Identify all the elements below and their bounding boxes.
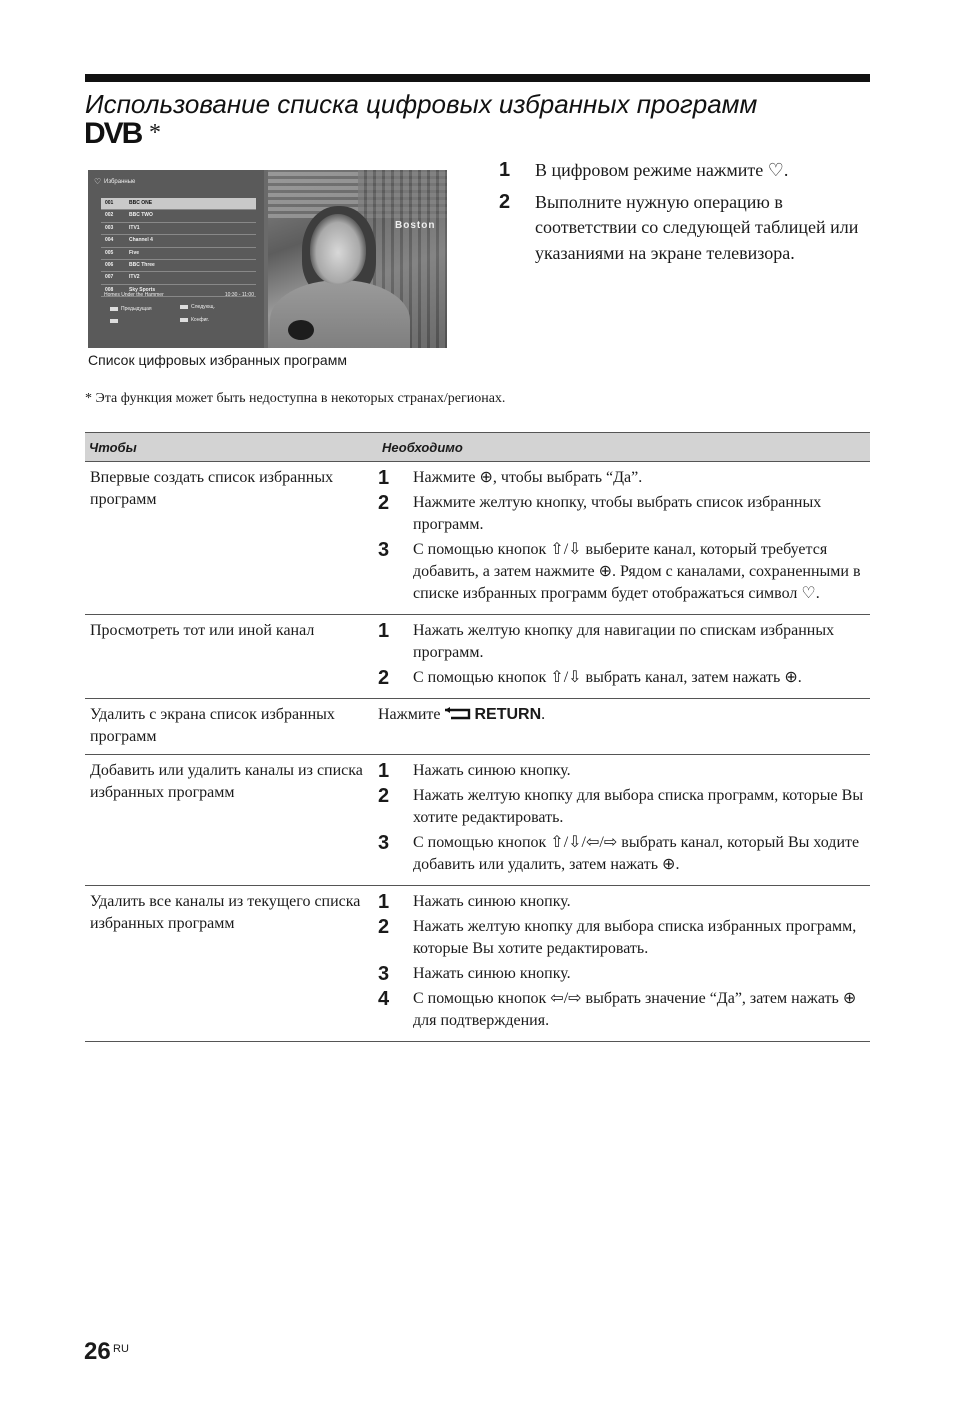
return-key-label: RETURN — [474, 706, 542, 723]
action-step — [378, 891, 870, 916]
goal-cell: Удалить все каналы из текущего списка избранных программ — [85, 886, 378, 1042]
return-icon — [443, 707, 471, 721]
footnote: * Эта функция может быть недоступна в некоторых странах/регионах. — [85, 391, 506, 406]
action-cell — [378, 886, 870, 1042]
channel-name: ITV1 — [129, 224, 140, 231]
header-action: Необходимо — [378, 433, 870, 462]
action-step-number: 3 — [378, 832, 390, 854]
prev-label: Предыдущая — [121, 306, 152, 312]
footnote-mark: * — [149, 120, 161, 146]
channel-row — [101, 260, 256, 272]
header-goal: Чтобы — [85, 433, 378, 462]
action-cell — [378, 699, 870, 755]
goal-cell: Просмотреть тот или иной канал — [85, 615, 378, 699]
action-step — [378, 539, 870, 608]
operations-table — [85, 432, 870, 1042]
channel-number: 008 — [105, 286, 114, 293]
action-step-text: Нажать синюю кнопку. — [413, 893, 571, 910]
step-number: 2 — [499, 190, 511, 213]
action-step-text: Нажать желтую кнопку для выбора списка избранных программ, которые Вы хотите редактировать. — [413, 918, 857, 957]
next-label: Следующ. — [191, 304, 215, 310]
config-hint — [180, 317, 209, 323]
action-step-number: 3 — [378, 963, 390, 985]
intro-steps — [499, 158, 869, 272]
action-step — [378, 916, 870, 963]
action-step-text: Нажмите ⊕, чтобы выбрать “Да”. — [413, 469, 643, 486]
action-step — [378, 467, 870, 492]
blue-key-swatch — [180, 318, 188, 322]
action-step-text: С помощью кнопок ⇧/⇩/⇦/⇨ выбрать канал, который Вы ходите добавить или удалить, затем нажать ⊕. — [413, 834, 860, 873]
action-step-number: 1 — [378, 467, 390, 489]
yellow-hint — [110, 319, 121, 323]
action-step — [378, 963, 870, 988]
prev-hint — [110, 306, 152, 312]
channel-name: BBC Three — [129, 261, 155, 268]
channel-row — [101, 272, 256, 284]
channel-number: 007 — [105, 274, 114, 281]
table-row — [85, 886, 870, 1042]
location-label: Boston — [395, 220, 436, 231]
table-row — [85, 462, 870, 615]
action-step-number: 3 — [378, 539, 390, 561]
action-step-number: 4 — [378, 988, 390, 1010]
header-rule — [85, 74, 870, 82]
config-label: Конфиг. — [191, 317, 209, 323]
action-step — [378, 785, 870, 832]
table-row — [85, 699, 870, 755]
action-step — [378, 667, 870, 692]
action-step-text: Нажать синюю кнопку. — [413, 965, 571, 982]
action-step-number: 1 — [378, 891, 390, 913]
action-step-text: С помощью кнопок ⇧/⇩ выбрать канал, затем нажать ⊕. — [413, 669, 802, 686]
channel-row — [101, 248, 256, 260]
channel-name: Five — [129, 249, 140, 256]
action-step-number: 2 — [378, 785, 390, 807]
action-step — [378, 492, 870, 539]
channel-row — [101, 235, 256, 247]
action-step-number: 1 — [378, 620, 390, 642]
channel-number: 006 — [105, 261, 114, 268]
red-key-swatch — [110, 307, 118, 311]
channel-number: 002 — [105, 212, 114, 219]
green-key-swatch — [180, 305, 188, 309]
action-step — [378, 988, 870, 1035]
channel-row — [101, 210, 256, 222]
channel-row — [101, 223, 256, 235]
action-step — [378, 832, 870, 879]
action-cell — [378, 462, 870, 615]
goal-cell: Впервые создать список избранных программ — [85, 462, 378, 615]
channel-number: 005 — [105, 249, 114, 256]
action-suffix: . — [541, 706, 546, 723]
favourites-panel — [88, 170, 264, 348]
yellow-key-swatch — [110, 319, 118, 323]
intro-step — [499, 158, 869, 184]
presenter-head — [310, 214, 366, 284]
channel-name: ITV2 — [129, 274, 140, 281]
dvb-logo: DVB — [84, 117, 142, 150]
programme-info — [104, 292, 254, 298]
programme-time: 10:30 - 11:00 — [224, 292, 254, 298]
action-step-text: Нажмите желтую кнопку, чтобы выбрать список избранных программ. — [413, 494, 822, 533]
microphone — [288, 320, 314, 340]
heart-icon: ♡ — [94, 177, 102, 186]
action-cell — [378, 615, 870, 699]
next-hint — [180, 304, 215, 310]
table-row — [85, 755, 870, 886]
panel-title: Избранные — [104, 179, 136, 185]
image-caption: Список цифровых избранных программ — [88, 352, 347, 368]
channel-number: 003 — [105, 224, 114, 231]
action-step-text: Нажать желтую кнопку для навигации по спискам избранных программ. — [413, 622, 835, 661]
channel-list — [101, 198, 256, 297]
step-text: Выполните нужную операцию в соответствии со следующей таблицей или указаниями на экране телевизора. — [535, 191, 859, 263]
page-language: RU — [113, 1343, 129, 1355]
step-number: 1 — [499, 159, 511, 181]
action-step-number: 2 — [378, 667, 390, 689]
table-header-row — [85, 433, 870, 462]
goal-cell: Удалить с экрана список избранных программ — [85, 699, 378, 755]
intro-step — [499, 190, 869, 267]
channel-number: 001 — [105, 200, 114, 206]
action-step-text: С помощью кнопок ⇧/⇩ выберите канал, который требуется добавить, а затем нажмите ⊕. Рядом с каналами, сохраненными в списке избранных программ будет отображаться символ ♡. — [413, 541, 861, 602]
tv-screen-illustration — [88, 170, 447, 348]
channel-name: Channel 4 — [129, 237, 153, 244]
goal-cell: Добавить или удалить каналы из списка избранных программ — [85, 755, 378, 886]
channel-row — [101, 198, 256, 210]
channel-number: 004 — [105, 237, 114, 244]
channel-name: BBC ONE — [129, 200, 153, 206]
action-step — [378, 760, 870, 785]
step-text: В цифровом режиме нажмите ♡. — [535, 160, 789, 180]
table-row — [85, 615, 870, 699]
action-cell — [378, 755, 870, 886]
action-step-text: С помощью кнопок ⇦/⇨ выбрать значение “Да”, затем нажать ⊕ для подтверждения. — [413, 990, 857, 1029]
page-title: Использование списка цифровых избранных программ — [85, 89, 758, 119]
action-step-number: 1 — [378, 760, 390, 782]
page-number: 26 — [84, 1338, 111, 1365]
action-text: Нажмите — [378, 706, 441, 723]
action-step-text: Нажать желтую кнопку для выбора списка программ, которые Вы хотите редактировать. — [413, 787, 864, 826]
action-step-number: 2 — [378, 492, 390, 514]
action-step-text: Нажать синюю кнопку. — [413, 762, 571, 779]
channel-name: BBC TWO — [129, 212, 153, 219]
action-step-number: 2 — [378, 916, 390, 938]
programme-title: Homes Under the Hammer — [104, 292, 164, 298]
action-step — [378, 620, 870, 667]
channel-name: Sky Sports — [129, 286, 156, 293]
